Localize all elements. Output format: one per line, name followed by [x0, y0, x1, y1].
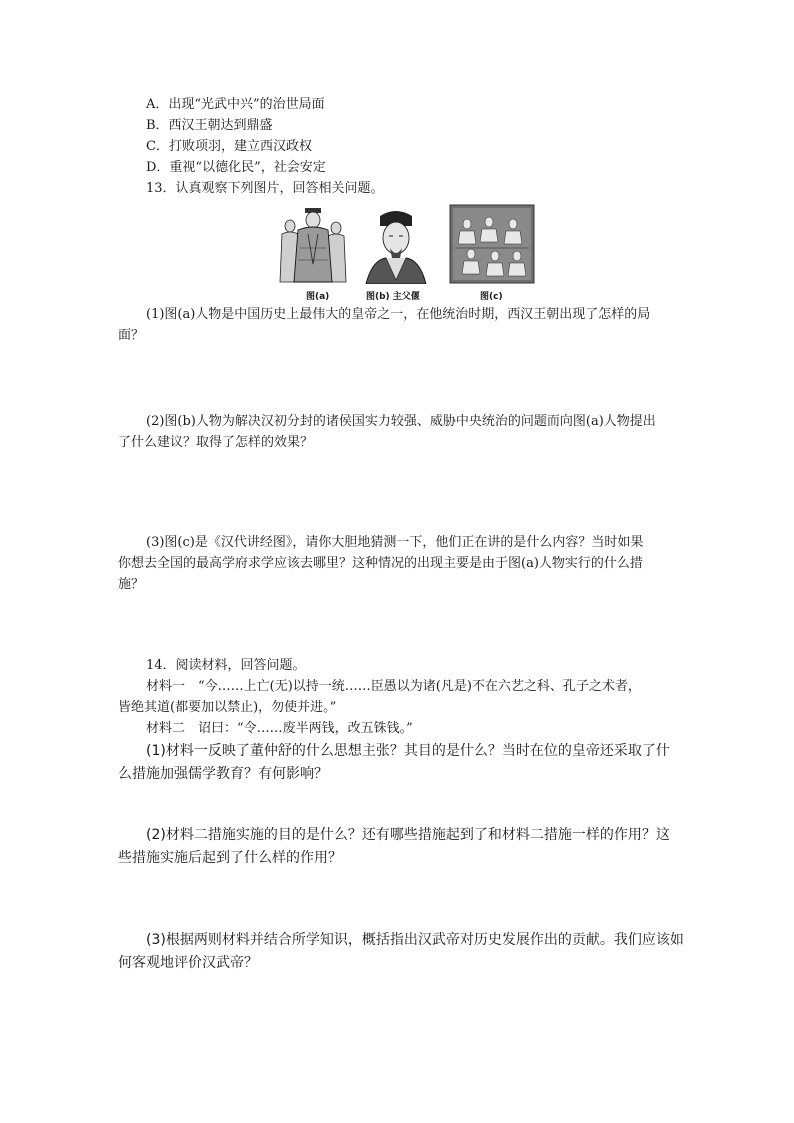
option-a: A．出现“光武中兴”的治世局面	[146, 97, 325, 112]
option-d: D．重视“以德化民”，社会安定	[146, 160, 326, 175]
q13-part3-line1: (3)图(c)是《汉代讲经图》，请你大胆地猜测一下，他们正在讲的是什么内容？当时如果	[146, 535, 644, 550]
material-1-line1: 材料一 “今……上亡(无)以持一统……臣愚以为诸(凡是)不在六艺之科、孔子之术者，	[146, 679, 641, 694]
q13-part3-line3: 施？	[118, 577, 145, 592]
q13-part1-line1: (1)图(a)人物是中国历史上最伟大的皇帝之一，在他统治时期，西汉王朝出现了怎样的局	[146, 307, 651, 322]
q14-part1-line1: (1)材料一反映了董仲舒的什么思想主张？其目的是什么？当时在位的皇帝还采取了什	[146, 743, 670, 759]
q13-part2-line1: (2)图(b)人物为解决汉初分封的诸侯国实力较强、威胁中央统治的问题而向图(a)人物提出	[146, 414, 656, 429]
q14-part2-line1: (2)材料二措施实施的目的是什么？还有哪些措施起到了和材料二措施一样的作用？这	[146, 827, 670, 843]
q14-part2-line2: 些措施实施后起到了什么样的作用？	[118, 850, 342, 866]
figure-a-image	[278, 204, 348, 284]
option-b: B．西汉王朝达到鼎盛	[146, 118, 273, 133]
q13-part2-line2: 了什么建议？取得了怎样的效果？	[118, 435, 314, 450]
question-13-stem: 13．认真观察下列图片，回答相关问题。	[146, 181, 384, 196]
figure-a-caption: 图(a)	[306, 292, 330, 302]
q14-part3-line2: 何客观地评价汉武帝？	[118, 955, 258, 971]
material-1-line2: 皆绝其道(都要加以禁止)，勿使并进。”	[118, 700, 337, 715]
q14-part3-line1: (3)根据两则材料并结合所学知识，概括指出汉武帝对历史发展作出的贡献。我们应该如	[146, 932, 684, 948]
question-14-stem: 14．阅读材料，回答问题。	[146, 658, 306, 673]
figure-b-caption: 图(b) 主父偃	[366, 292, 420, 302]
q14-part1-line2: 么措施加强儒学教育？有何影响？	[118, 766, 328, 782]
figure-c-caption: 图(c)	[480, 292, 503, 302]
option-c: C．打败项羽，建立西汉政权	[146, 139, 312, 154]
q13-part3-line2: 你想去全国的最高学府求学应该去哪里？这种情况的出现主要是由于图(a)人物实行的什么措	[118, 556, 643, 571]
figure-b-image	[362, 208, 430, 284]
figure-c-image	[449, 204, 535, 284]
q13-part1-line2: 面？	[118, 328, 145, 343]
material-2: 材料二 诏曰：“令……废半两钱，改五铢钱。”	[146, 721, 413, 736]
